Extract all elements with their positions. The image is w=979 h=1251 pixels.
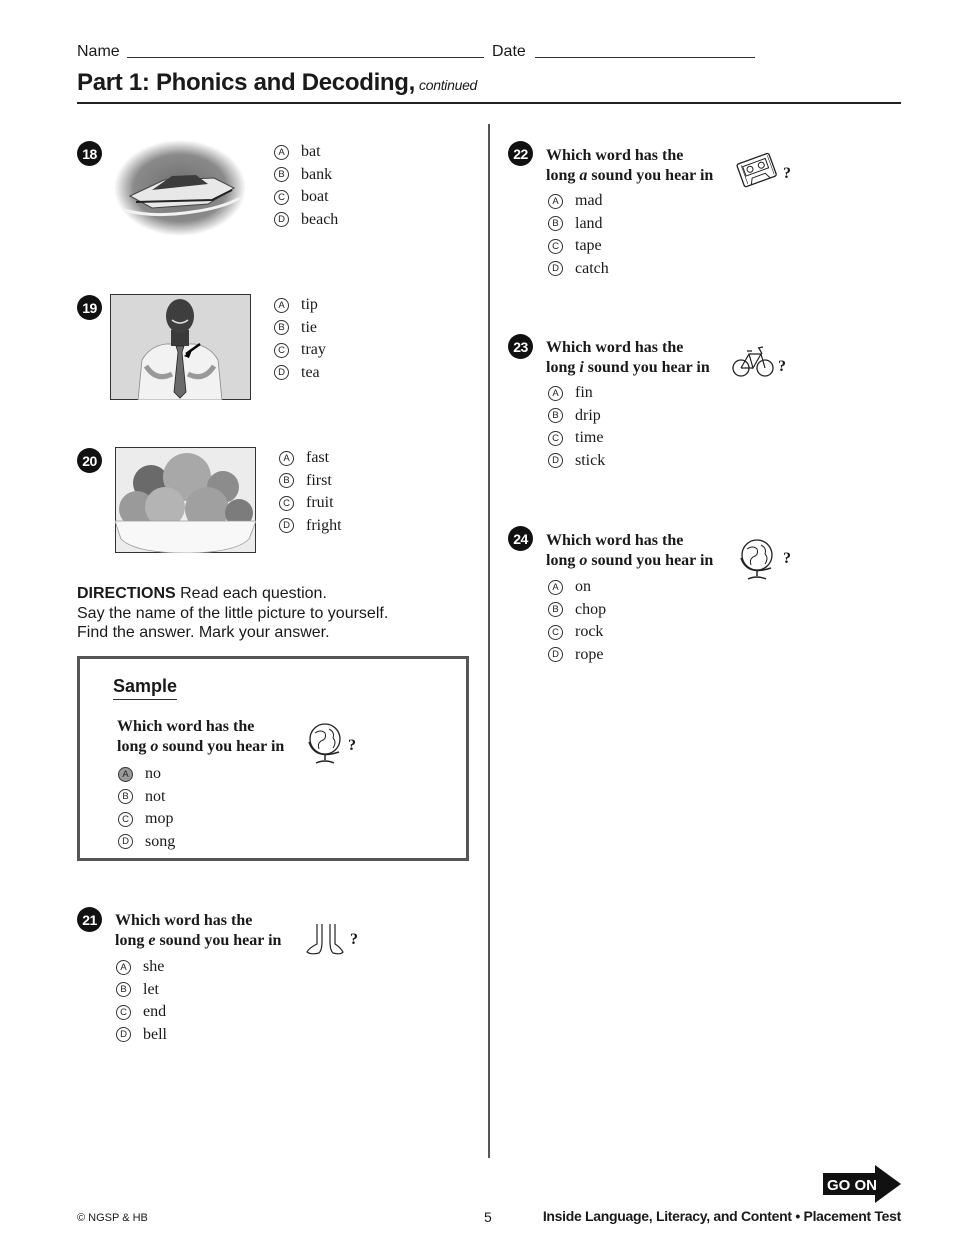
sound-text: sound you hear in (591, 166, 714, 184)
sample-option-d[interactable] (118, 831, 175, 854)
option-23-c[interactable] (548, 427, 605, 450)
option-23-a[interactable] (548, 382, 605, 405)
option-23-b[interactable] (548, 405, 605, 428)
question-number-21: 21 (77, 907, 102, 932)
option-text: no (145, 765, 161, 783)
sound-text: sound you hear in (591, 551, 714, 569)
option-text: fruit (306, 494, 334, 512)
option-21-d[interactable] (116, 1024, 167, 1047)
option-21-a[interactable] (116, 956, 167, 979)
long-word: long (546, 166, 576, 184)
question-line-1: Which word has the (546, 339, 684, 356)
bicycle-icon (731, 342, 775, 380)
bubble[interactable]: B (548, 216, 563, 231)
sample-question-line-2 (117, 737, 284, 757)
sound-text: sound you hear in (587, 358, 710, 376)
option-text: tea (301, 363, 320, 381)
bubble[interactable]: D (279, 518, 294, 533)
question-23-text (546, 338, 710, 377)
option-21-c[interactable] (116, 1001, 167, 1024)
option-text: chop (575, 600, 607, 618)
option-text: on (575, 578, 591, 596)
options-20 (279, 447, 342, 537)
bubble[interactable]: A (279, 451, 294, 466)
sample-option-b[interactable] (118, 786, 175, 809)
vowel: a (579, 166, 588, 184)
option-18-b[interactable] (274, 164, 338, 187)
question-22-text (546, 146, 713, 185)
sample-question-text (117, 717, 284, 756)
options-18 (274, 141, 338, 231)
sound-text: sound you hear in (159, 931, 282, 949)
bubble[interactable]: D (548, 261, 563, 276)
page-title-continued: continued (419, 77, 478, 93)
sample-question-mark: ? (348, 737, 356, 754)
sample-vowel: o (150, 737, 159, 755)
sample-options (118, 763, 175, 853)
bubble[interactable]: A (548, 194, 563, 209)
option-text: tie (301, 318, 317, 336)
directions-line-1 (77, 584, 388, 604)
option-text: not (145, 787, 166, 805)
option-text: catch (575, 259, 609, 277)
question-line-1: Which word has the (546, 147, 684, 164)
option-text: tray (301, 341, 326, 359)
option-24-c[interactable] (548, 621, 606, 644)
option-text: time (575, 429, 604, 447)
boy-with-tie-photo (110, 294, 251, 400)
option-24-d[interactable] (548, 644, 606, 667)
option-text: stick (575, 451, 606, 469)
column-divider (488, 124, 490, 1158)
bubble[interactable]: C (548, 239, 563, 254)
bubble[interactable]: B (116, 982, 131, 997)
option-text: rope (575, 645, 604, 663)
date-label: Date (492, 43, 526, 60)
question-21-text (115, 911, 281, 950)
header-rule (77, 102, 901, 104)
option-23-d[interactable] (548, 450, 605, 473)
bubble[interactable]: C (279, 496, 294, 511)
directions-line-2: Say the name of the little picture to yourself. (77, 604, 389, 622)
bubble[interactable]: B (118, 789, 133, 804)
vowel: e (148, 931, 156, 949)
bubble[interactable]: D (274, 365, 289, 380)
bubble[interactable]: A (274, 145, 289, 160)
directions-line-3: Find the answer. Mark your answer. (77, 624, 330, 641)
sample-option-a[interactable] (118, 763, 175, 786)
option-18-c[interactable] (274, 186, 338, 209)
question-line-2 (115, 931, 281, 951)
options-23 (548, 382, 605, 472)
option-text: boat (301, 188, 329, 206)
option-text: mad (575, 192, 603, 210)
option-22-b[interactable] (548, 213, 609, 236)
vowel: o (579, 551, 588, 569)
bubble[interactable]: C (116, 1005, 131, 1020)
page-title-text: Part 1: Phonics and Decoding, (77, 69, 416, 96)
question-21-mark: ? (350, 931, 358, 948)
option-text: drip (575, 406, 601, 424)
option-text: song (145, 832, 176, 850)
question-line-1: Which word has the (115, 912, 253, 929)
bubble[interactable]: A (274, 298, 289, 313)
option-text: fast (306, 449, 330, 467)
sample-title: Sample (113, 676, 177, 700)
option-text: land (575, 214, 603, 232)
options-19 (274, 294, 326, 384)
option-22-a[interactable] (548, 190, 609, 213)
directions-label: DIRECTIONS (77, 585, 176, 602)
option-text: fin (575, 384, 593, 402)
bubble[interactable]: D (274, 212, 289, 227)
option-text: rock (575, 623, 604, 641)
globe-icon (305, 720, 345, 766)
options-21 (116, 956, 167, 1046)
directions (77, 584, 388, 643)
question-line-2 (546, 166, 713, 186)
fruit-bowl-photo (115, 447, 256, 553)
date-line[interactable] (535, 57, 755, 58)
vowel: i (579, 358, 584, 376)
cassette-tape-icon (736, 150, 778, 192)
option-text: fright (306, 516, 342, 534)
option-20-a[interactable] (279, 447, 342, 470)
speedboat-photo (112, 138, 248, 238)
option-18-a[interactable] (274, 141, 338, 164)
bubble[interactable]: C (274, 190, 289, 205)
bubble[interactable]: D (548, 647, 563, 662)
directions-text-1: Read each question. (180, 585, 327, 602)
option-18-d[interactable] (274, 209, 338, 232)
option-22-c[interactable] (548, 235, 609, 258)
go-on-arrow (823, 1165, 903, 1203)
globe-icon (737, 536, 777, 582)
bubble[interactable]: D (118, 834, 133, 849)
option-text: bat (301, 143, 321, 161)
bubble[interactable]: D (548, 453, 563, 468)
option-text: beach (301, 210, 339, 228)
bubble[interactable]: B (279, 473, 294, 488)
sample-long-word: long (117, 737, 147, 755)
bubble[interactable]: C (548, 625, 563, 640)
option-19-c[interactable] (274, 339, 326, 362)
question-number-20: 20 (77, 448, 102, 473)
sample-question-line-1: Which word has the (117, 718, 255, 735)
long-word: long (546, 358, 576, 376)
option-text: bell (143, 1025, 167, 1043)
go-on-text: GO ON (827, 1177, 878, 1194)
option-24-b[interactable] (548, 599, 606, 622)
options-22 (548, 190, 609, 280)
option-24-a[interactable] (548, 576, 606, 599)
option-text: let (143, 980, 159, 998)
option-19-a[interactable] (274, 294, 326, 317)
question-line-2 (546, 358, 710, 378)
bubble[interactable]: A (548, 386, 563, 401)
option-20-c[interactable] (279, 492, 342, 515)
question-number-19: 19 (77, 295, 102, 320)
question-number-23: 23 (508, 334, 533, 359)
question-line-2 (546, 551, 713, 571)
option-text: first (306, 471, 332, 489)
option-text: end (143, 1003, 167, 1021)
question-24-text (546, 531, 713, 570)
publication-title: Inside Language, Literacy, and Content • Placement Test (542, 1208, 901, 1224)
question-line-1: Which word has the (546, 532, 684, 549)
options-24 (548, 576, 606, 666)
page-title (77, 69, 477, 97)
question-number-22: 22 (508, 141, 533, 166)
question-number-24: 24 (508, 526, 533, 551)
bubble[interactable]: C (118, 812, 133, 827)
option-text: tape (575, 237, 602, 255)
bubble[interactable]: B (274, 320, 289, 335)
option-text: she (143, 958, 165, 976)
bubble[interactable]: C (548, 431, 563, 446)
question-22-mark: ? (783, 165, 791, 182)
bubble[interactable]: B (548, 602, 563, 617)
question-number-18: 18 (77, 141, 102, 166)
bubble[interactable]: D (116, 1027, 131, 1042)
question-24-mark: ? (783, 550, 791, 567)
name-line[interactable] (127, 57, 484, 58)
option-text: mop (145, 810, 174, 828)
long-word: long (546, 551, 576, 569)
name-label: Name (77, 43, 120, 60)
question-23-mark: ? (778, 358, 786, 375)
option-20-d[interactable] (279, 515, 342, 538)
option-21-b[interactable] (116, 979, 167, 1002)
sample-option-c[interactable] (118, 808, 175, 831)
option-19-b[interactable] (274, 317, 326, 340)
feet-icon (303, 922, 345, 956)
bubble[interactable]: B (274, 167, 289, 182)
option-text: tip (301, 296, 318, 314)
long-word: long (115, 931, 145, 949)
bubble-filled[interactable]: A (118, 767, 133, 782)
bubble[interactable]: B (548, 408, 563, 423)
bubble[interactable]: C (274, 343, 289, 358)
bubble[interactable]: A (116, 960, 131, 975)
option-19-d[interactable] (274, 362, 326, 385)
bubble[interactable]: A (548, 580, 563, 595)
page-number: 5 (484, 1209, 492, 1225)
option-20-b[interactable] (279, 470, 342, 493)
option-22-d[interactable] (548, 258, 609, 281)
option-text: bank (301, 165, 333, 183)
copyright: © NGSP & HB (77, 1212, 148, 1224)
sample-sound-text: sound you hear in (162, 737, 285, 755)
